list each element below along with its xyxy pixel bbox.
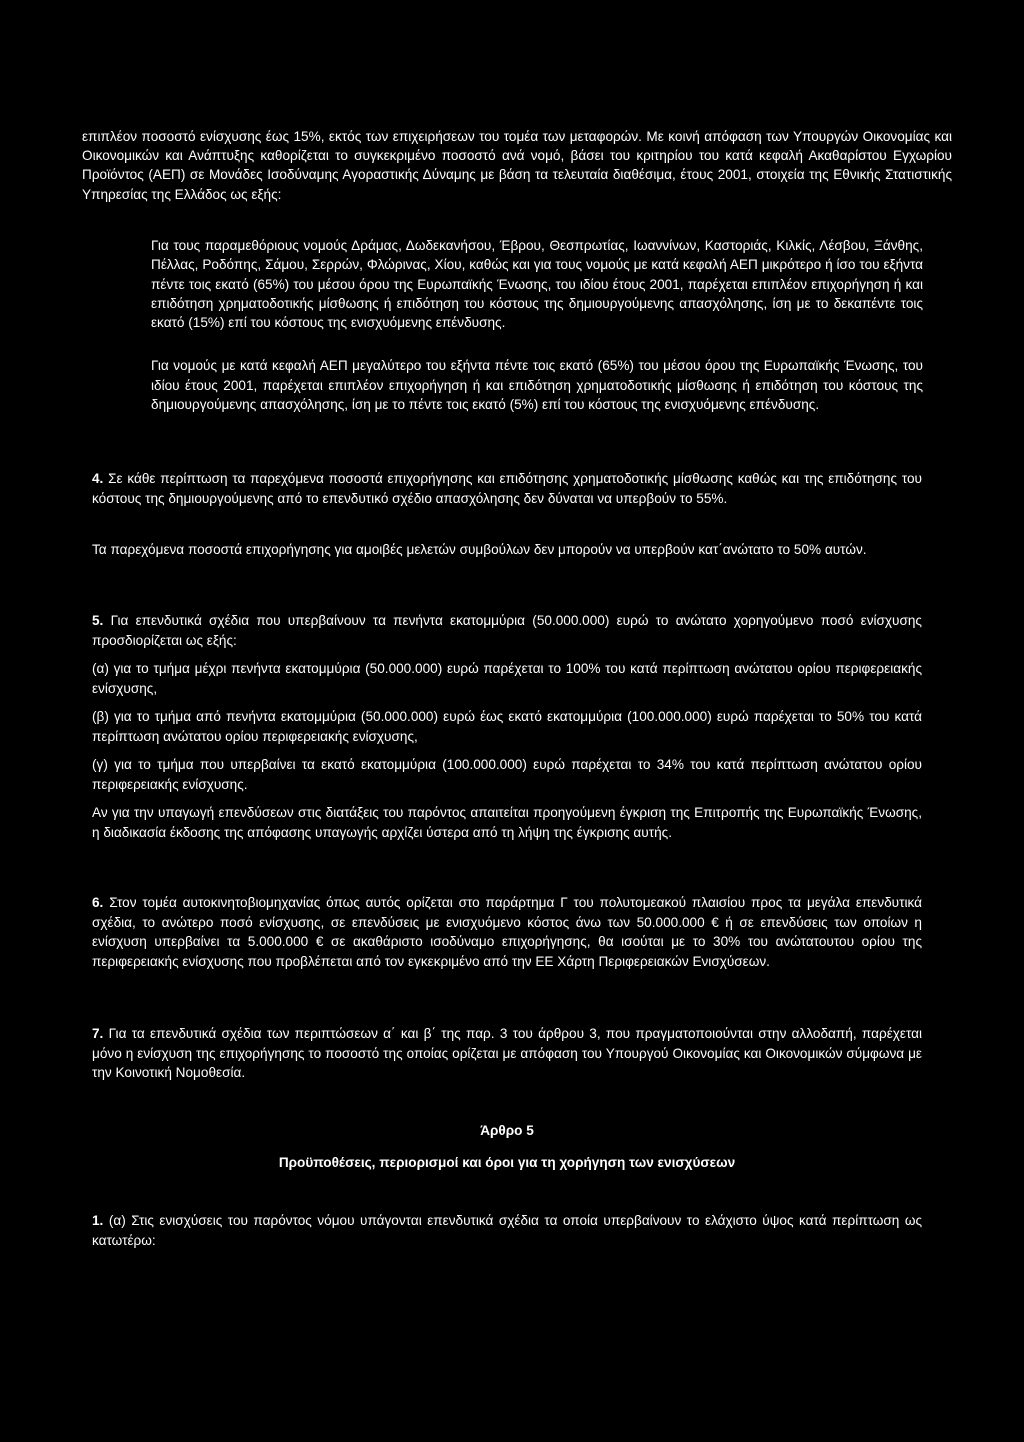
paragraph-number: 5. bbox=[92, 613, 104, 628]
paragraph-number: 7. bbox=[92, 1026, 104, 1041]
subparagraph-other-prefectures: Για νομούς με κατά κεφαλή ΑΕΠ μεγαλύτερο του εξήντα πέντε τοις εκατό (65%) του μέσου όρου της Ευρωπαϊκής Ένωσης, του ιδίου έτους 2001, παρέχεται επιπλέον επιχορήγηση ή και επιδότηση χρηματοδοτικής μίσθωσης ή επιδότηση του κόστους της δημιουργούμενης απασχόλησης, ίση με το πέντε τοις εκατό (5%) επί του κόστους της ενισχυόμενης επένδυσης. bbox=[151, 358, 923, 412]
article-subtitle: Προϋποθέσεις, περιορισμοί και όροι για τη χορήγηση των ενισχύσεων bbox=[278, 1155, 736, 1170]
paragraph-7 bbox=[92, 1024, 922, 1083]
article-5-paragraph-1-text: (α) Στις ενισχύσεις του παρόντος νόμου υπάγονται επενδυτικά σχέδια τα οποία υπερβαίνουν το ελάχιστο ύψος κατά περίπτωση ως κατωτέρω: bbox=[92, 1213, 922, 1248]
paragraph-7-text: Για τα επενδυτικά σχέδια των περιπτώσεων α΄ και β΄ της παρ. 3 του άρθρου 3, που πραγματοποιούνται στην αλλοδαπή, παρέχεται μόνο η ενίσχυση της επιχορήγησης το ποσοστό της οποίας ορίζεται με απόφαση του Υπουργού Οικονομίας και Οικονομικών σύμφωνα με την Κοινοτική Νομοθεσία. bbox=[92, 1026, 923, 1080]
paragraph-4 bbox=[92, 469, 922, 508]
paragraph-6 bbox=[92, 893, 922, 972]
article-title: Άρθρο 5 bbox=[480, 1123, 534, 1138]
paragraph-number: 1. bbox=[92, 1213, 104, 1228]
paragraph-4-text: Σε κάθε περίπτωση τα παρεχόμενα ποσοστά επιχορήγησης και επιδότησης χρηματοδοτικής μίσθωσης καθώς και της επιδότησης του κόστους της δημιουργούμενης από το επενδυτικό σχέδιο απασχόλησης δεν δύναται να υπερβούν το 55%. bbox=[92, 471, 922, 506]
paragraph-4-consultants: Τα παρεχόμενα ποσοστά επιχορήγησης για αμοιβές μελετών συμβούλων δεν μπορούν να υπερβούν κατ΄ανώτατο το 50% αυτών. bbox=[92, 542, 867, 557]
paragraph-5-text: Για επενδυτικά σχέδια που υπερβαίνουν τα πενήντα εκατομμύρια (50.000.000) ευρώ το ανώτατο χορηγούμενο ποσό ενίσχυσης προσδιορίζεται ως εξής: bbox=[92, 613, 922, 648]
intro-paragraph: επιπλέον ποσοστό ενίσχυσης έως 15%, εκτός των επιχειρήσεων του τομέα των μεταφορών. Με κοινή απόφαση των Υπουργών Οικονομίας και Οικονομικών και Ανάπτυξης καθορίζεται το συγκεκριμένο ποσοστό ανά νομό, βάσει του κριτηρίου του κατά κεφαλή Ακαθαρίστου Εγχωρίου Προϊόντος (ΑΕΠ) σε Μονάδες Ισοδύναμης Αγοραστικής Δύναμης με βάση τα τελευταία διαθέσιμα, έτους 2001, στοιχεία της Εθνικής Στατιστικής Υπηρεσίας της Ελλάδος ως εξής: bbox=[82, 129, 952, 202]
paragraph-6-text: Στον τομέα αυτοκινητοβιομηχανίας όπως αυτός ορίζεται στο παράρτημα Γ του πολυτομεακού πλαισίου προς τα μεγάλα επενδυτικά σχέδια, το ανώτερο ποσό ενίσχυσης, σε επενδύσεις με ενισχυόμενο κόστος άνω των 50.000.000 € ή σε επενδύσεις των οποίων η ενίσχυση υπερβαίνει τα 5.000.000 € σε ακαθάριστο ισοδύναμο επιχορήγησης, θα ισούται με το 30% του ανώτατουτου ορίου της περιφερειακής ενίσχυσης που προβλέπεται από τον εγκεκριμένο από την ΕΕ Χάρτη Περιφερειακών Ενισχύσεων. bbox=[92, 895, 922, 970]
paragraph-number: 4. bbox=[92, 471, 104, 486]
paragraph-5 bbox=[92, 611, 922, 650]
paragraph-5-approval: Αν για την υπαγωγή επενδύσεων στις διατάξεις του παρόντος απαιτείται προηγούμενη έγκριση της Επιτροπής της Ευρωπαϊκής Ένωσης, η διαδικασία έκδοσης της απόφασης υπαγωγής αρχίζει ύστερα από τη λήψη της έγκρισης αυτής. bbox=[92, 805, 922, 840]
paragraph-5-item-b: (β) για το τμήμα από πενήντα εκατομμύρια (50.000.000) ευρώ έως εκατό εκατομμύρια (100.000.000) ευρώ παρέχεται το 50% του κατά περίπτωση ανώτατου ορίου περιφερειακής ενίσχυσης, bbox=[92, 709, 922, 744]
paragraph-number: 6. bbox=[92, 895, 104, 910]
paragraph-5-item-a: (α) για το τμήμα μέχρι πενήντα εκατομμύρια (50.000.000) ευρώ παρέχεται το 100% του κατά περίπτωση ανώτατου ορίου περιφερειακής ενίσχυσης, bbox=[92, 661, 922, 696]
subparagraph-border-prefectures: Για τους παραμεθόριους νομούς Δράμας, Δωδεκανήσου, Έβρου, Θεσπρωτίας, Ιωαννίνων, Καστοριάς, Κιλκίς, Λέσβου, Ξάνθης, Πέλλας, Ροδόπης, Σάμου, Σερρών, Φλώρινας, Χίου, καθώς και για τους νομούς με κατά κεφαλή ΑΕΠ μικρότερο ή ίσο του εξήντα πέντε τοις εκατό (65%) του μέσου όρου της Ευρωπαϊκής Ένωσης, του ιδίου έτους 2001, παρέχεται επιπλέον επιχορήγηση ή και επιδότηση χρηματοδοτικής μίσθωσης ή επιδότηση του κόστους της δημιουργούμενης απασχόλησης, ίση με το δεκαπέντε τοις εκατό (15%) επί του κόστους της ενισχυόμενης επένδυσης. bbox=[151, 238, 923, 331]
article-5-paragraph-1 bbox=[92, 1211, 922, 1250]
paragraph-5-item-c: (γ) για το τμήμα που υπερβαίνει τα εκατό εκατομμύρια (100.000.000) ευρώ παρέχεται το 34% του κατά περίπτωση ανώτατου ορίου περιφερειακής ενίσχυσης. bbox=[92, 757, 922, 792]
